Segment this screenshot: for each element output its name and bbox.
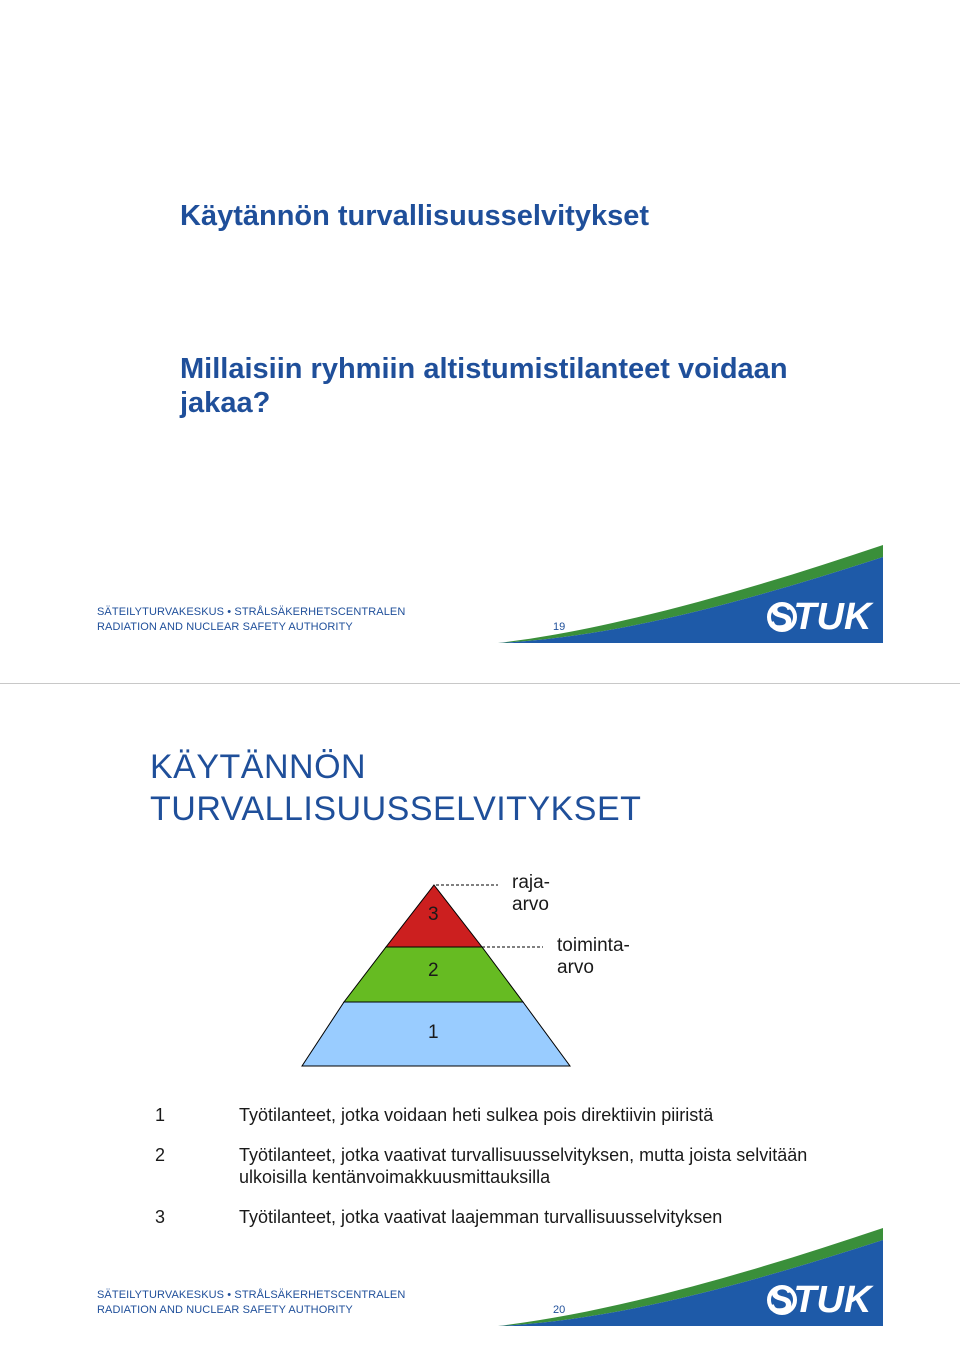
stuk-logo	[490, 545, 890, 645]
slide-title: Käytännön turvallisuusselvitykset	[180, 200, 649, 232]
slide-title-line2: TURVALLISUUSSELVITYKSET	[150, 790, 642, 828]
stuk-logo	[490, 1228, 890, 1328]
slide-question: Millaisiin ryhmiin altistumistilanteet voidaan jakaa?	[180, 353, 788, 419]
legend-item	[155, 1206, 855, 1228]
limit-value-label: raja-arvo	[512, 872, 551, 915]
footer-org-names: SÄTEILYTURVAKESKUS • STRÅLSÄKERHETSCENTRALEN	[97, 606, 406, 618]
legend-text: Työtilanteet, jotka vaativat turvallisuusselvityksen, mutta joista selvitään ulkoisilla kentänvoimakkuusmittauksilla	[239, 1145, 808, 1187]
action-value-label: toiminta-arvo	[557, 935, 630, 978]
pyramid-level-1-label: 1	[428, 1022, 439, 1043]
legend-number: 3	[155, 1207, 166, 1227]
pyramid-level-3-label: 3	[428, 904, 439, 925]
legend-text: Työtilanteet, jotka voidaan heti sulkea pois direktiivin piiristä	[239, 1105, 714, 1125]
legend-list	[155, 1104, 855, 1246]
legend-number: 2	[155, 1145, 166, 1165]
slide-19	[0, 0, 960, 680]
page-number: 20	[553, 1304, 566, 1316]
slide-20	[0, 684, 960, 1367]
pyramid-graphic	[300, 874, 720, 1074]
stuk-logo-text: STUK	[768, 1279, 872, 1321]
legend-text: Työtilanteet, jotka vaativat laajemman turvallisuusselvityksen	[239, 1207, 723, 1227]
slide-title	[150, 746, 641, 830]
footer-org-names: SÄTEILYTURVAKESKUS • STRÅLSÄKERHETSCENTRALEN	[97, 1289, 406, 1301]
stuk-logo-text: STUK	[768, 596, 872, 638]
legend-item	[155, 1144, 855, 1188]
slide-title-line1: KÄYTÄNNÖN	[150, 748, 367, 786]
footer-org-english: RADIATION AND NUCLEAR SAFETY AUTHORITY	[97, 621, 353, 633]
pyramid-level-2-label: 2	[428, 960, 439, 981]
legend-item	[155, 1104, 855, 1126]
legend-number: 1	[155, 1105, 166, 1125]
page-number: 19	[553, 621, 566, 633]
footer-org-english: RADIATION AND NUCLEAR SAFETY AUTHORITY	[97, 1304, 353, 1316]
